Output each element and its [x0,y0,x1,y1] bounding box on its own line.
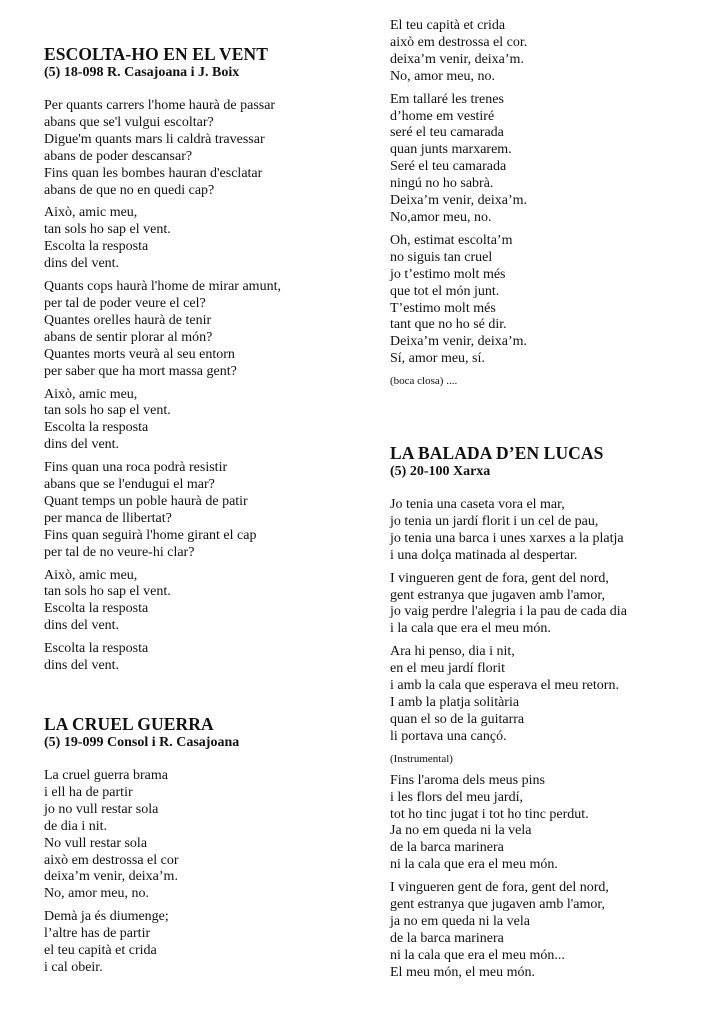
song-lyrics [390,18,527,368]
stanza [390,497,627,565]
stanza [390,571,627,639]
song-title: LA BALADA D’EN LUCAS [390,443,604,463]
song-lyrics [390,773,627,982]
lyric-line: de dia i nit. [44,818,107,834]
lyric-line: el teu capità et crida [44,943,157,959]
lyric-line: Em tallaré les trenes [390,91,504,107]
lyric-line: T’estimo molt més [390,300,496,316]
song-lyrics [44,98,281,675]
lyric-line: tan sols ho sap el vent. [44,403,171,419]
lyric-line: dins del vent. [44,437,120,453]
lyric-line: No,amor meu, no. [390,209,492,225]
lyric-line: Escolta la resposta [44,601,149,617]
stanza [44,568,281,636]
lyric-line: Ara hi penso, dia i nit, [390,644,515,660]
lyric-line: li portava una cançó. [390,728,507,744]
lyric-line: Deixa’m venir, deixa’m. [390,334,528,350]
lyric-line: de la barca marinera [390,840,504,856]
lyric-line: seré el teu camarada [390,125,504,141]
lyric-line: tot ho tinc jugat i tot ho tinc perdut. [390,806,589,822]
lyric-line: quan el so de la guitarra [390,711,525,727]
lyric-line: quan junts marxarem. [390,142,512,158]
lyric-line: No, amor meu, no. [390,68,495,84]
stanza [44,909,239,977]
lyric-line: dins del vent. [44,256,120,272]
lyric-line: i la cala que era el meu món. [390,621,551,637]
lyric-line: gent estranya que jugaven amb l'amor, [390,897,605,913]
lyric-line: i una dolça matinada al despertar. [390,547,578,563]
lyric-line: Fins quan les bombes hauran d'esclatar [44,165,263,181]
lyric-line: Escolta la resposta [44,420,149,436]
lyric-line: No, amor meu, no. [44,886,149,902]
lyric-line: Fins l'aroma dels meus pins [390,772,545,788]
lyric-line: tan sols ho sap el vent. [44,222,171,238]
lyric-line: i les flors del meu jardí, [390,789,523,805]
lyric-line: això em destrossa el cor [44,852,179,868]
lyric-line: Quant temps un poble haurà de patir [44,493,248,509]
stanza [390,92,527,227]
lyric-line: abans que se'l vulgui escoltar? [44,114,214,130]
lyric-line: ni la cala que era el meu món. [390,857,558,873]
lyric-line: I vingueren gent de fora, gent del nord, [390,570,609,586]
lyric-line: I vingueren gent de fora, gent del nord, [390,880,609,896]
lyric-line: Oh, estimat escolta’m [390,232,513,248]
lyric-line: deixa’m venir, deixa’m. [44,869,178,885]
song-lyrics [44,768,239,977]
lyric-line: La cruel guerra brama [44,768,168,783]
lyric-line: Demà ja és diumenge; [44,909,169,925]
stanza [44,460,281,561]
performance-note: (boca closa) .... [390,375,458,388]
lyric-line: Fins quan seguirà l'home girant el cap [44,527,257,543]
lyric-line: no siguis tan cruel [390,249,493,265]
lyric-line: abans que se l'endugui el mar? [44,477,215,493]
lyric-line: Això, amic meu, [44,567,138,583]
lyric-line: Seré el teu camarada [390,159,507,175]
lyric-line: jo tenia una barca i unes xarxes a la platja [390,530,624,546]
lyric-line: i cal obeir. [44,959,103,975]
song-title: LA CRUEL GUERRA [44,714,214,734]
song-la-balada-den-lucas [390,444,627,988]
lyric-line: Ja no em queda ni la vela [390,823,532,839]
lyric-line: en el meu jardí florit [390,661,506,677]
lyric-line: Fins quan una roca podrà resistir [44,460,228,476]
lyric-line: Escolta la resposta [44,239,149,255]
song-meta: (5) 19-099 Consol i R. Casajoana [44,735,240,750]
lyric-line: Quantes orelles haurà de tenir [44,312,212,328]
lyric-line: dins del vent. [44,658,120,674]
stanza [44,279,281,380]
lyric-line: deixa’m venir, deixa’m. [390,51,524,67]
lyric-line: jo t’estimo molt més [390,266,506,282]
lyric-line: dins del vent. [44,618,120,634]
lyric-line: El teu capità et crida [390,18,506,33]
lyric-line: Quants cops haurà l'home de mirar amunt, [44,279,281,295]
lyric-line: abans de que no en quedi cap? [44,182,215,198]
lyric-line: Sí, amor meu, sí. [390,351,485,367]
lyric-line: ningú no ho sabrà. [390,176,494,192]
lyric-line: i amb la cala que esperava el meu retorn. [390,678,619,694]
lyric-line: jo tenia un jardí florit i un cel de pau, [390,513,599,529]
stanza [390,233,527,368]
song-meta: (5) 20-100 Xarxa [390,464,491,479]
lyric-line: de la barca marinera [390,930,504,946]
lyric-line: jo no vull restar sola [44,801,159,817]
lyric-line: Deixa’m venir, deixa’m. [390,193,528,209]
stanza [390,880,627,981]
lyric-line: i ell ha de partir [44,784,133,800]
lyric-line: Això, amic meu, [44,386,138,402]
lyric-line: d’home em vestiré [390,108,495,124]
lyric-line: I amb la platja solitària [390,694,520,710]
song-escolta-ho-en-el-vent [44,45,281,681]
lyric-line: Digue'm quants mars li caldrà travessar [44,131,265,147]
lyric-line: No vull restar sola [44,835,148,851]
lyric-line: Per quants carrers l'home haurà de passar [44,98,276,113]
performance-note: (Instrumental) [390,752,453,765]
song-meta: (5) 18-098 R. Casajoana i J. Boix [44,65,240,80]
lyric-line: ni la cala que era el meu món... [390,947,565,963]
lyric-line: això em destrossa el cor. [390,34,528,50]
stanza [44,768,239,903]
stanza [390,773,627,874]
stanza [44,98,281,199]
stanza [44,205,281,273]
lyric-line: per tal de poder veure el cel? [44,295,206,311]
song-title: ESCOLTA-HO EN EL VENT [44,44,269,64]
song-lyrics [390,497,627,746]
lyric-line: per saber que ha mort massa gent? [44,363,237,379]
lyric-line: Això, amic meu, [44,205,138,221]
lyric-line: per tal de no veure-hi clar? [44,544,195,560]
song-la-cruel-guerra [44,715,239,983]
lyric-line: Quantes morts veurà al seu entorn [44,346,235,362]
lyric-line: jo vaig perdre l'alegria i la pau de cada dia [390,604,627,620]
stanza [390,18,527,86]
song-la-cruel-guerra-continued [390,18,527,395]
stanza [44,387,281,455]
lyric-line: tan sols ho sap el vent. [44,584,171,600]
lyric-line: l’altre has de partir [44,926,151,942]
lyric-line: Escolta la resposta [44,641,149,657]
lyric-line: ja no em queda ni la vela [390,913,530,929]
lyric-line: que tot el món junt. [390,283,500,299]
lyric-line: Jo tenia una caseta vora el mar, [390,497,565,512]
lyric-line: per manca de llibertat? [44,510,172,526]
lyric-line: abans de poder descansar? [44,148,193,164]
lyric-line: gent estranya que jugaven amb l'amor, [390,587,605,603]
lyric-line: abans de sentir plorar al món? [44,329,213,345]
lyric-line: El meu món, el meu món. [390,964,536,980]
stanza [44,641,281,675]
stanza [390,644,627,745]
lyric-line: tant que no ho sé dir. [390,317,507,333]
